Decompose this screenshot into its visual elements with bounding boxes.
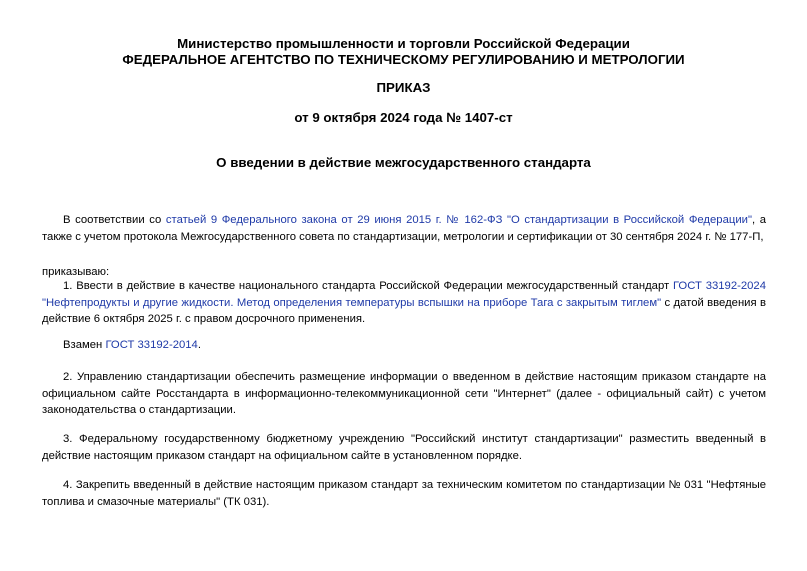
gost-2024-link[interactable]: ГОСТ 33192-2024 "Нефтепродукты и другие жидкости. Метод определения температуры вспышки на приборе Тага с закрытым тиглем" <box>42 280 766 309</box>
federal-law-link[interactable]: статьей 9 Федерального закона от 29 июня 2015 г. № 162-ФЗ "О стандартизации в Российской Федерации" <box>165 214 752 226</box>
replacement-paragraph <box>42 337 766 354</box>
replacement-text-end: . <box>197 339 201 351</box>
gost-2014-link[interactable]: ГОСТ 33192-2014 <box>105 339 198 351</box>
document-subject: О введении в действие межгосударственного стандарта <box>216 155 591 170</box>
agency-title: ФЕДЕРАЛЬНОЕ АГЕНТСТВО ПО ТЕХНИЧЕСКОМУ РЕГУЛИРОВАНИЮ И МЕТРОЛОГИИ <box>122 52 685 67</box>
document-type: ПРИКАЗ <box>376 80 431 95</box>
item-3-paragraph: 3. Федеральному государственному бюджетному учреждению "Российский институт стандартизации" разместить введенный в действие настоящим приказом стандарт на официальном сайте в установленном порядке. <box>42 433 766 462</box>
order-word: приказываю: <box>42 266 110 278</box>
preamble-text-end: , а также с учетом протокола Межгосударственного совета по стандартизации, метрологии и сертификации от 30 сентября 2024 г. № 177-П, <box>42 214 766 243</box>
preamble-paragraph <box>42 212 766 245</box>
item-2-paragraph: 2. Управлению стандартизации обеспечить размещение информации о введенном в действие настоящим приказом стандарте на официальном сайте Росстандарта в информационно-телекоммуникационной сети "Интернет" (далее - официальный сайт) с учетом законодательства о стандартизации. <box>42 371 766 416</box>
preamble-text-start: В соответствии со <box>63 214 166 226</box>
document-date-number: от 9 октября 2024 года № 1407-ст <box>294 110 513 125</box>
item-1-paragraph <box>42 278 766 328</box>
item-4-paragraph: 4. Закрепить введенный в действие настоящим приказом стандарт за техническим комитетом по стандартизации № 031 "Нефтяные топлива и смазочные материалы" (ТК 031). <box>42 479 766 508</box>
ministry-title: Министерство промышленности и торговли Российской Федерации <box>177 36 630 51</box>
item-1-text-start: 1. Ввести в действие в качестве национального стандарта Российской Федерации межгосударственный стандарт <box>63 280 673 292</box>
item-1-text-end: с датой введения в действие 6 октября 2025 г. с правом досрочного применения. <box>42 296 766 325</box>
replacement-text-start: Взамен <box>63 339 106 351</box>
